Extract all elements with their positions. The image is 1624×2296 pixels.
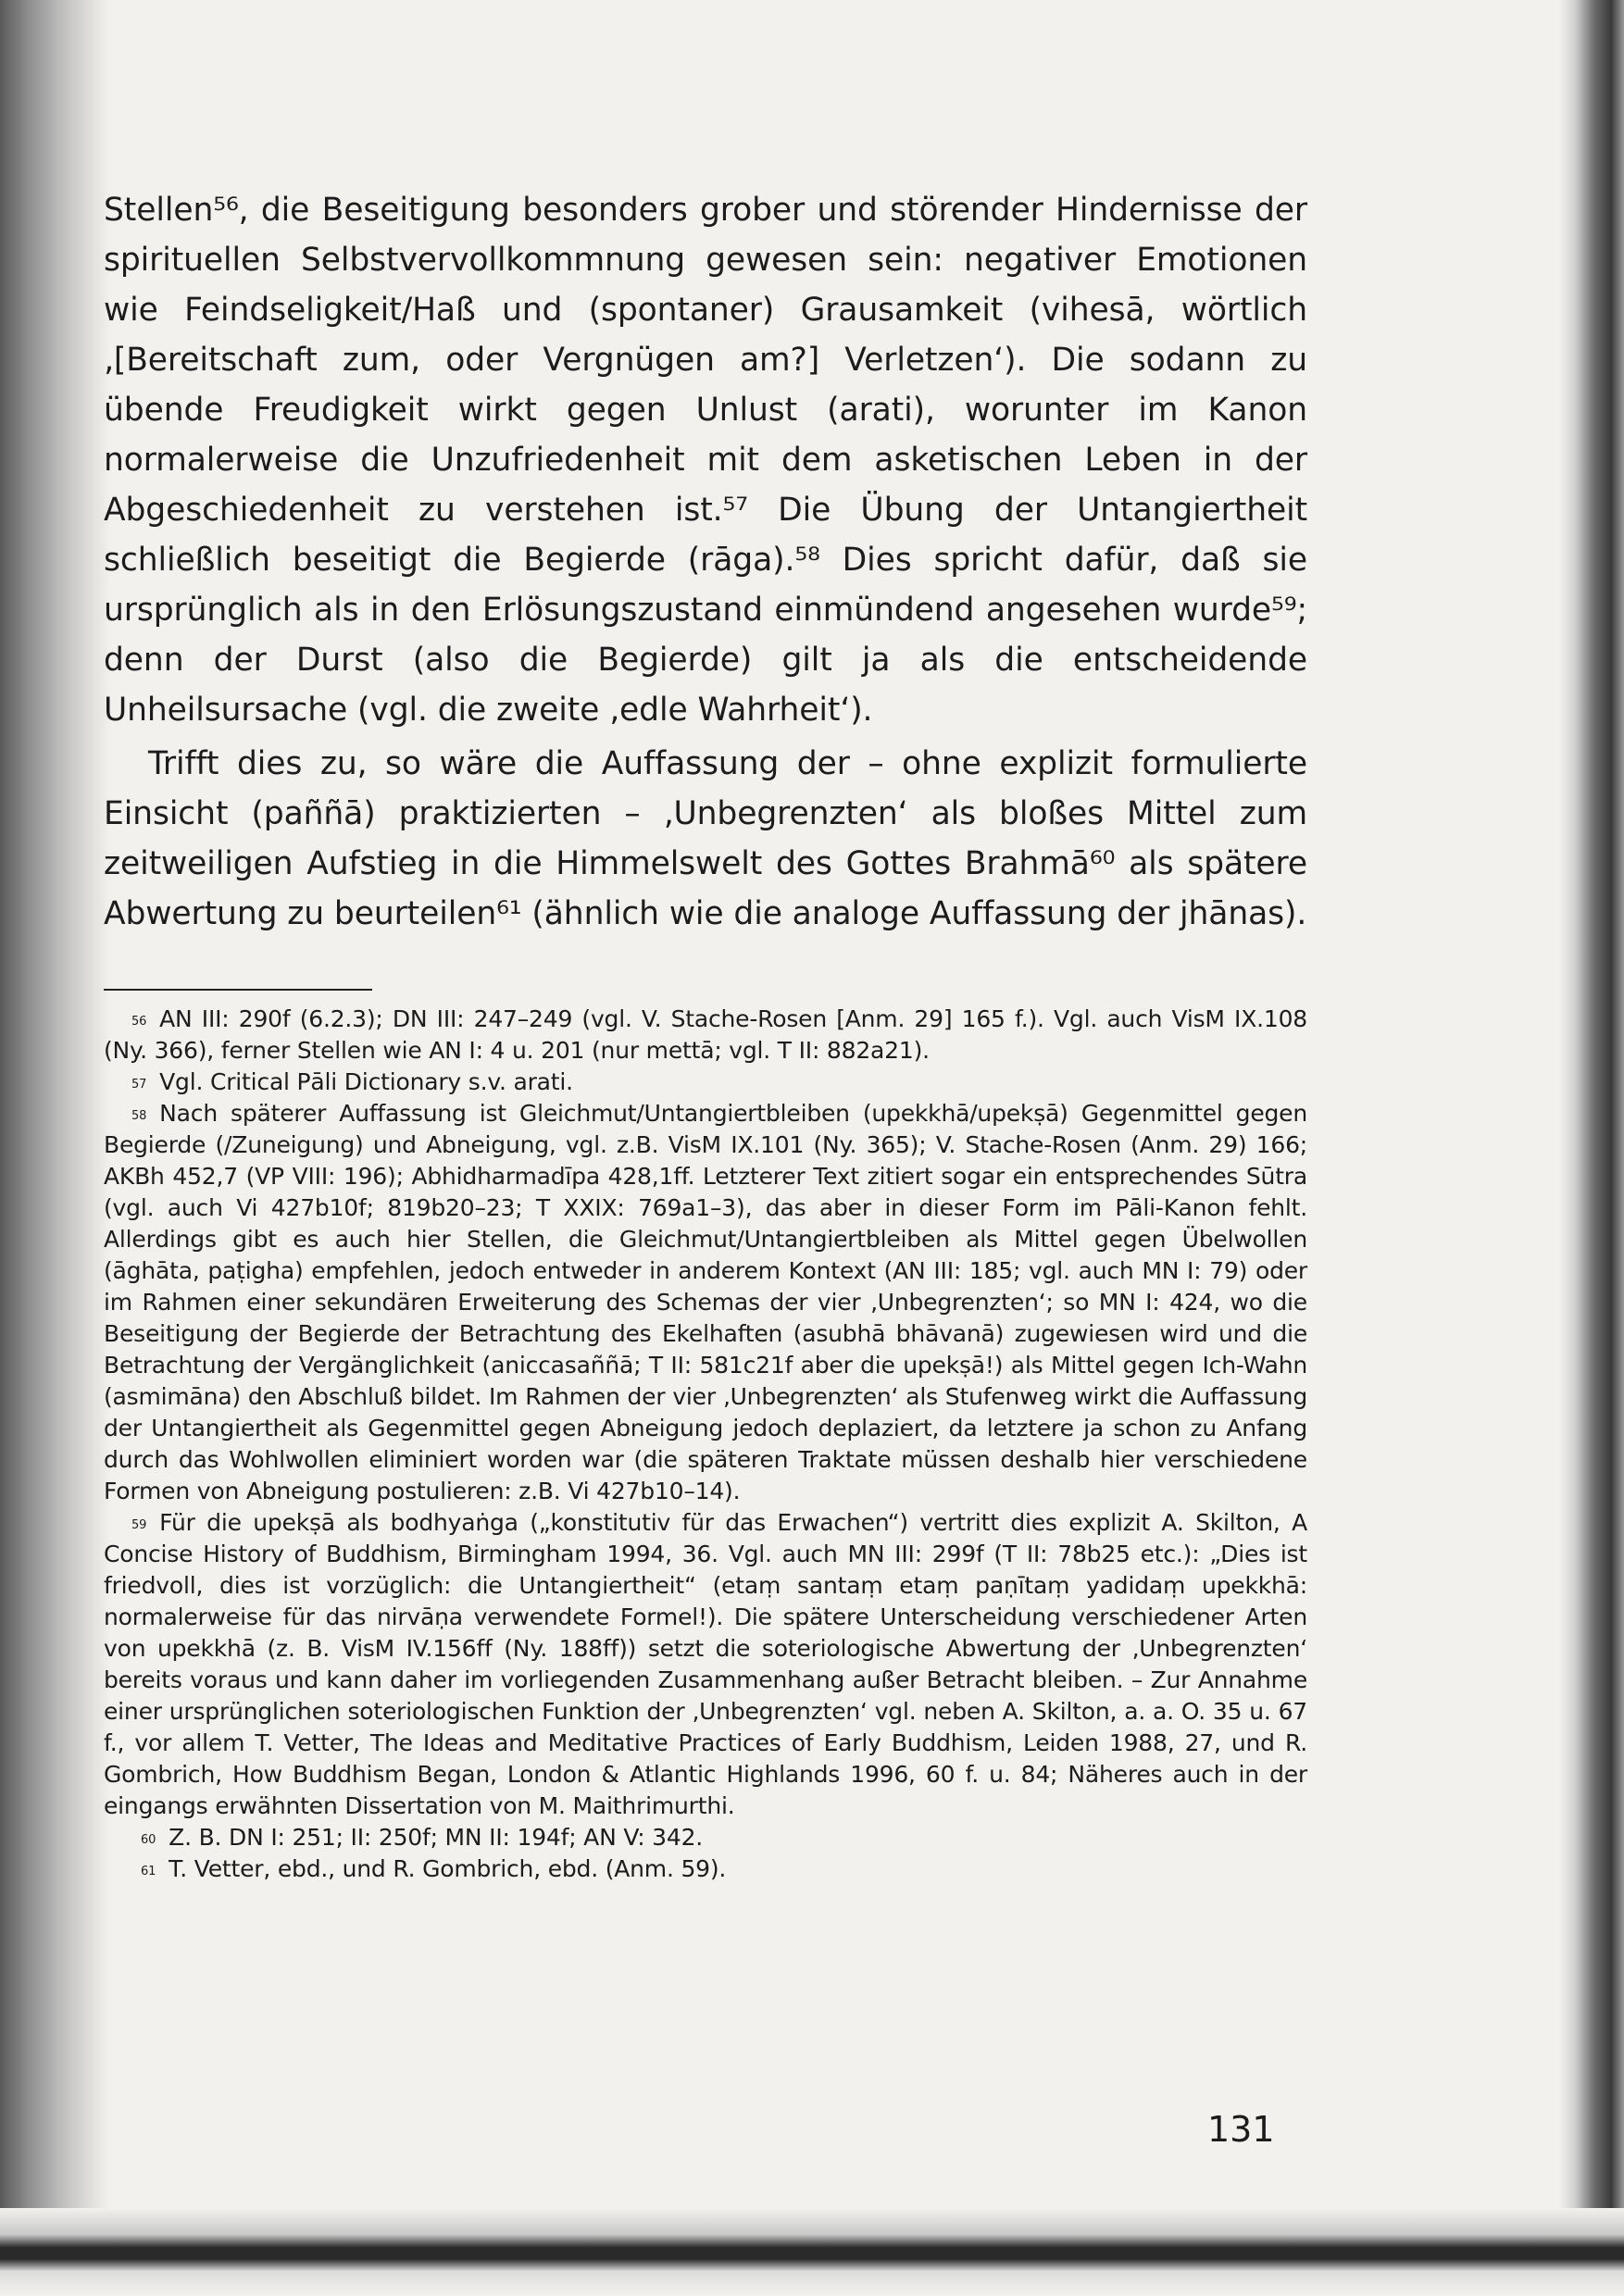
footnote-text: Z. B. DN I: 251; II: 250f; MN II: 194f; AN V: 342. bbox=[169, 1824, 704, 1851]
footnote-number: 59 bbox=[131, 1518, 147, 1532]
footnote-text: AN III: 290f (6.2.3); DN III: 247–249 (vgl. V. Stache-Rosen [Anm. 29] 165 f.). Vgl. auch VisM IX.108 (Ny. 366), ferner Stellen wie AN I: 4 u. 201 (nur mettā; vgl. T II: 882a21). bbox=[104, 1005, 1307, 1064]
footnote bbox=[104, 1822, 1307, 1853]
footnote-text: T. Vetter, ebd., und R. Gombrich, ebd. (Anm. 59). bbox=[169, 1855, 727, 1882]
footnote-number: 57 bbox=[131, 1078, 147, 1092]
footnote-number: 61 bbox=[141, 1865, 156, 1878]
scan-spine-shadow bbox=[0, 0, 111, 2296]
page-number: 131 bbox=[1207, 2109, 1275, 2150]
footnote-number: 58 bbox=[131, 1109, 147, 1123]
footnote-number: 56 bbox=[131, 1015, 147, 1029]
footnote-text: Für die upekṣā als bodhyaṅga („konstitutiv für das Erwachen“) vertritt dies explizit A. Skilton, A Concise History of Buddhism, Birmingham 1994, 36. Vgl. auch MN III: 299f (T II: 78b25 etc.): „Dies ist friedvoll, dies ist vorzüglich: die Untangiertheit“ (etaṃ santaṃ etaṃ paṇītaṃ yadidaṃ upekkhā: normalerweise für das nirvāṇa verwendete Formel!). Die spätere Unterscheidung verschiedener Arten von upekkhā (z. B. VisM IV.156ff (Ny. 188ff)) setzt die soteriologische Abwertung der ‚Unbegrenzten‘ bereits voraus und kann daher im vorliegenden Zusammenhang außer Betracht bleiben. – Zur Annahme einer ursprünglichen soteriologischen Funktion der ‚Unbegrenzten‘ vgl. neben A. Skilton, a. a. O. 35 u. 67 f., vor allem T. Vetter, The Ideas and Meditative Practices of Early Buddhism, Leiden 1988, 27, und R. Gombrich, How Buddhism Began, London & Atlantic Highlands 1996, 60 f. u. 84; Näheres auch in der eingangs erwähnten Dissertation von M. Maithrimurthi. bbox=[104, 1509, 1307, 1819]
footnotes bbox=[104, 1004, 1307, 1885]
body-paragraph: Trifft dies zu, so wäre die Auffassung der – ohne explizit formulierte Einsicht (paññā) praktizierten – ‚Unbegrenzten‘ als bloßes Mittel zum zeitweiligen Aufstieg in die Himmelswelt des Gottes Brahmā⁶⁰ als spätere Abwertung zu beurteilen⁶¹ (ähnlich wie die analoge Auffassung der jhānas). bbox=[104, 745, 1307, 932]
book-page bbox=[104, 185, 1307, 1885]
scan-bottom-edge bbox=[0, 2208, 1624, 2296]
footnote-number: 60 bbox=[141, 1833, 156, 1847]
footnote bbox=[104, 1067, 1307, 1098]
footnote bbox=[104, 1507, 1307, 1822]
footnote-text: Vgl. Critical Pāli Dictionary s.v. arati. bbox=[159, 1068, 573, 1095]
footnote bbox=[104, 1853, 1307, 1885]
main-text bbox=[104, 185, 1307, 939]
footnote bbox=[104, 1004, 1307, 1067]
scan-right-edge bbox=[1559, 0, 1624, 2296]
footnote-text: Nach späterer Auffassung ist Gleichmut/Untangiertbleiben (upekkhā/upekṣā) Gegenmittel gegen Begierde (/Zuneigung) und Abneigung, vgl. z.B. VisM IX.101 (Ny. 365); V. Stache-Rosen (Anm. 29) 166; AKBh 452,7 (VP VIII: 196); Abhidharmadīpa 428,1ff. Letzterer Text zitiert sogar ein entsprechendes Sūtra (vgl. auch Vi 427b10f; 819b20–23; T XXIX: 769a1–3), das aber in dieser Form im Pāli-Kanon fehlt. Allerdings gibt es auch hier Stellen, die Gleichmut/Untangiertbleiben als Mittel gegen Übelwollen (āghāta, paṭigha) empfehlen, jedoch entweder in anderem Kontext (AN III: 185; vgl. auch MN I: 79) oder im Rahmen einer sekundären Erweiterung des Schemas der vier ‚Unbegrenzten‘; so MN I: 424, wo die Beseitigung der Begierde der Betrachtung des Ekelhaften (asubhā bhāvanā) zugewiesen wird und die Betrachtung der Vergänglichkeit (aniccasaññā; T II: 581c21f aber die upekṣā!) als Mittel gegen Ich-Wahn (asmimāna) den Abschluß bildet. Im Rahmen der vier ‚Unbegrenzten‘ als Stufenweg wirkt die Auffassung der Untangiertheit als Gegenmittel gegen Abneigung jedoch deplaziert, da letztere ja schon zu Anfang durch das Wohlwollen eliminiert worden war (die späteren Traktate müssen deshalb hier verschiedene Formen von Abneigung postulieren: z.B. Vi 427b10–14). bbox=[104, 1100, 1307, 1504]
footnote bbox=[104, 1098, 1307, 1507]
body-paragraph: Stellen⁵⁶, die Beseitigung besonders grober und störender Hindernisse der spirituellen Selbstvervollkommnung gewesen sein: negativer Emotionen wie Feindseligkeit/Haß und (spontaner) Grausamkeit (vihesā, wörtlich ‚[Bereitschaft zum, oder Vergnügen am?] Verletzen‘). Die sodann zu übende Freudigkeit wirkt gegen Unlust (arati), worunter im Kanon normalerweise die Unzufriedenheit mit dem asketischen Leben in der Abgeschiedenheit zu verstehen ist.⁵⁷ Die Übung der Untangiertheit schließlich beseitigt die Begierde (rāga).⁵⁸ Dies spricht dafür, daß sie ursprünglich als in den Erlösungszustand einmündend angesehen wurde⁵⁹; denn der Durst (also die Begierde) gilt ja als die entscheidende Unheilsursache (vgl. die zweite ‚edle Wahrheit‘). bbox=[104, 192, 1307, 729]
footnote-separator bbox=[104, 989, 372, 991]
